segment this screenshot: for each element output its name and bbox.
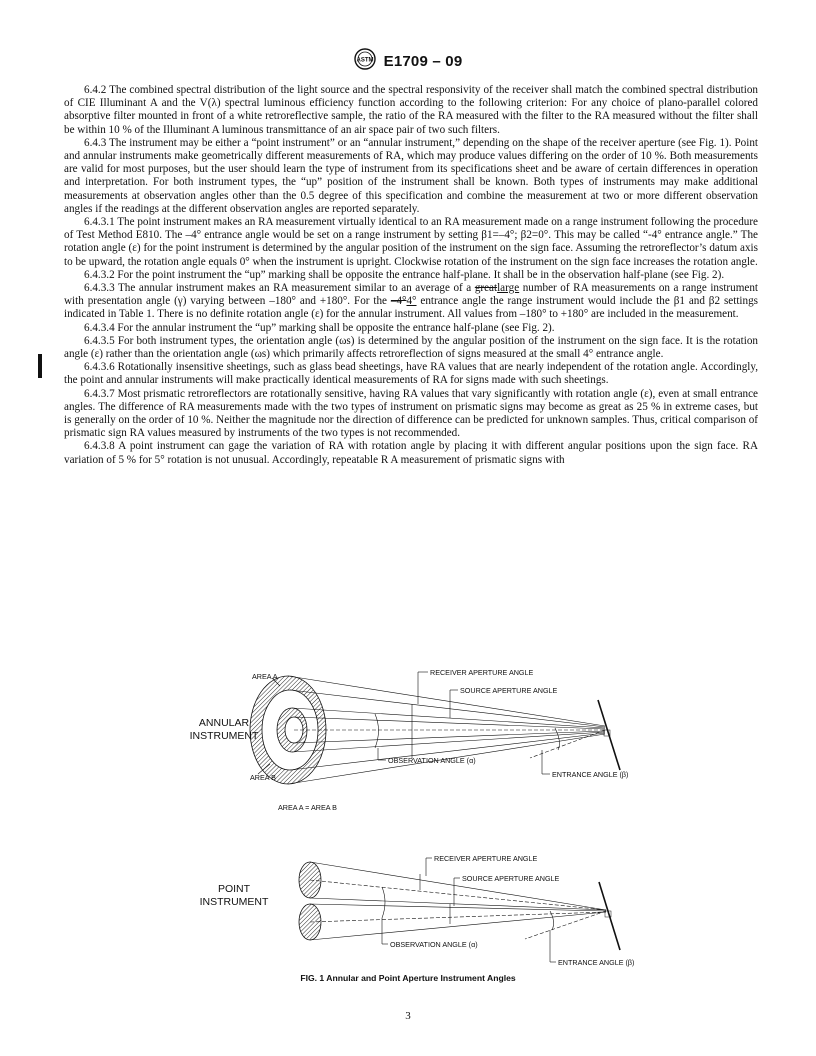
para-6-4-3-1: 6.4.3.1 The point instrument makes an RA measurement virtually identical to an RA measurement made on a range instrument following the procedure of Test Method E810. The –4° entrance angle would be set on a range instrument by setting β1=–4°; β2=0°. This may be called “-4° entrance angle.” The rotation angle (ε) for the point instrument is determined by the angular position of the instrument on the sign face. Assuming the retroreflector’s datum axis to be upward, the rotation angle equals 0° when the instrument is upright. Clockwise rotation of the instrument on the sign face increases the rotation angle. (64, 216, 758, 268)
document-number: E1709 – 09 (383, 53, 463, 70)
source-aperture-label: SOURCE APERTURE ANGLE (460, 686, 558, 695)
para-text: entrance angle the range instrument would include the β1 and β2 settings indicated in Table 1. There is no definite rotation angle (ε) for the annular instrument. All values from –180° to +180° are included in the measurement. (64, 295, 758, 321)
para-6-4-3-2: 6.4.3.2 For the point instrument the “up” marking shall be opposite the entrance half-plane. It shall be in the observation half-plane (see Fig. 2). (84, 268, 725, 281)
figure-caption: FIG. 1 Annular and Point Aperture Instrument Angles (300, 973, 516, 983)
point-instrument-label-1: POINT (217, 883, 251, 895)
source-aperture-label-point: SOURCE APERTURE ANGLE (462, 874, 560, 883)
point-instrument-label-2: INSTRUMENT (199, 896, 269, 908)
observation-angle-label: OBSERVATION ANGLE (α) (388, 756, 476, 765)
receiver-aperture-label-point: RECEIVER APERTURE ANGLE (434, 854, 538, 863)
astm-logo-icon (354, 48, 376, 75)
entrance-angle-label-point: ENTRANCE ANGLE (β) (558, 958, 635, 967)
para-6-4-3-7: 6.4.3.7 Most prismatic retroreflectors are rotationally sensitive, having RA values that vary significantly with rotation angle (ε), even at small entrance angles. The difference of RA measurements made with the two types of instrument on prismatic signs may become as great as 25 % in extreme cases, but is generally on the order of 10 %. Neither the magnitude nor the direction of difference can be predicted for unknown samples. Thus, critical comparison of prismatic sign RA values measured by instruments of the two types is not recommended. (64, 387, 758, 440)
figure-1-diagram (150, 662, 710, 982)
annular-instrument-drawing (250, 676, 620, 784)
svg-text:ASTM: ASTM (356, 57, 374, 64)
inserted-text: 4° (406, 295, 417, 308)
para-6-4-2: 6.4.2 The combined spectral distribution of the light source and the spectral responsivity of the receiver shall match the combined spectral distribution of CIE Illuminant A and the V(λ) spectral luminous efficiency function according to the following criterion: For any choice of plano-parallel colored absorptive filter mounted in front of a white retroreflective sample, the ratio of the RA measured with the filter to the RA measured without the filter shall be within 10 % of the Illuminant A luminous transmittance of an air space pair of two such filters. (64, 84, 758, 136)
deleted-text: –4° (390, 295, 407, 308)
para-6-4-3-4: 6.4.3.4 For the annular instrument the “up” marking shall be opposite the entrance half-plane (see Fig. 2). (84, 321, 555, 334)
body-text (64, 84, 758, 467)
para-6-4-3: 6.4.3 The instrument may be either a “point instrument” or an “annular instrument,” depending on the shape of the receiver aperture (see Fig. 1). Point and annular instruments make geometrically different measurements of RA, which may produce values differing on the order of 10 %. Both measurements are valid for most purposes, but the user should learn the type of instrument from its specifications sheet and be aware of certain differences in operation and interpretation. For both instrument types, the “up” position of the instrument shall be known. Both types of instruments may make additional measurements at observation angles other than the 0.5 degree of this specification and combine the measurement at two or more different observation angles if the readings at the different observation angles are reported separately. (64, 136, 758, 215)
receiver-aperture-label: RECEIVER APERTURE ANGLE (430, 668, 534, 677)
page-header (0, 48, 816, 75)
observation-angle-label-point: OBSERVATION ANGLE (α) (390, 940, 478, 949)
area-a-label: AREA A (252, 672, 278, 681)
annular-instrument-label-2: INSTRUMENT (189, 730, 259, 742)
area-b-label: AREA B (250, 773, 276, 782)
area-equality-label: AREA A = AREA B (278, 803, 337, 812)
para-text: number of RA measurements on a range instrument with presentation angle (γ) varying between –180° and +180°. For the (64, 282, 758, 308)
para-text: 6.4.3.3 The annular instrument makes an RA measurement similar to an average of a (84, 282, 475, 295)
para-6-4-3-6: 6.4.3.6 Rotationally insensitive sheetings, such as glass bead sheetings, have RA values that are nearly independent of the rotation angle. Accordingly, the point and annular instruments will make practically identical measurements of RA for signs made with such sheetings. (64, 361, 758, 387)
para-6-4-3-3 (64, 282, 758, 322)
change-bar (38, 354, 42, 378)
para-6-4-3-8: 6.4.3.8 A point instrument can gage the variation of RA with rotation angle by placing it with different angular positions upon the sign face. RA variation of 5 % for 5° rotation is not unusual. Accordingly, repeatable R A measurement of prismatic signs with (64, 440, 758, 466)
inserted-text: large (497, 282, 520, 295)
page-number: 3 (405, 1010, 411, 1022)
annular-instrument-label-1: ANNULAR (198, 717, 250, 729)
para-6-4-3-5: 6.4.3.5 For both instrument types, the orientation angle (ωs) is determined by the angular position of the instrument on the sign face. It is the rotation angle (ε) rather than the orientation angle (ωs) which primarily affects retroreflection of signs measured at the small 4° entrance angle. (64, 334, 758, 361)
deleted-text: great (474, 282, 498, 295)
point-instrument-drawing (299, 862, 620, 950)
entrance-angle-label: ENTRANCE ANGLE (β) (552, 770, 629, 779)
